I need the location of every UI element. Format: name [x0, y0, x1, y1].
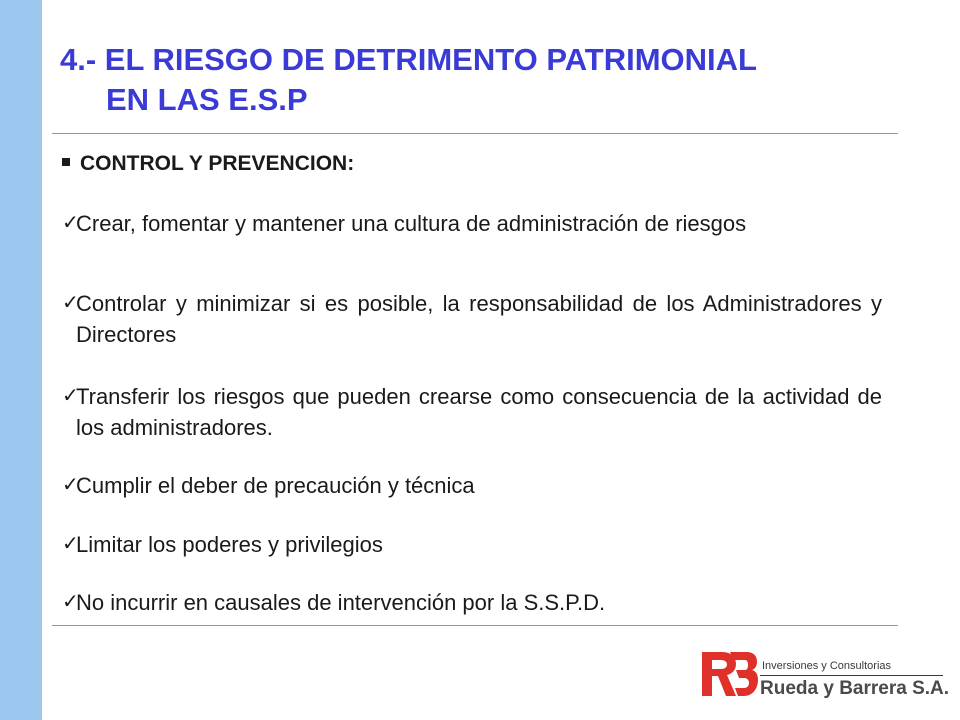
list-item-text: Crear, fomentar y mantener una cultura de administración de riesgos [76, 211, 747, 236]
top-divider [52, 133, 898, 134]
list-item-text: Limitar los poderes y privilegios [76, 532, 383, 557]
check-icon: ✓ [62, 591, 79, 613]
square-bullet-icon [62, 158, 70, 166]
section-heading [62, 149, 354, 179]
list-item [62, 288, 882, 350]
list-item [62, 529, 882, 560]
title-line-2: EN LAS E.S.P [106, 82, 308, 117]
logo-tagline: Inversiones y Consultorias [762, 660, 892, 672]
company-logo [700, 648, 950, 706]
check-icon: ✓ [62, 533, 79, 555]
side-band [0, 0, 42, 720]
list-item [62, 470, 882, 501]
logo-company-name: Rueda y Barrera S.A. [760, 678, 950, 699]
bottom-divider [52, 625, 898, 626]
list-item-text: Cumplir el deber de precaución y técnica [76, 473, 475, 498]
check-icon: ✓ [62, 212, 79, 234]
list-item [62, 381, 882, 443]
list-item-text: Transferir los riesgos que pueden crearse como consecuencia de la actividad de los administradores. [76, 384, 882, 440]
section-heading-text: CONTROL Y PREVENCION: [80, 152, 355, 175]
list-item [62, 208, 882, 239]
list-item [62, 587, 882, 618]
list-item-text: No incurrir en causales de intervención por la S.S.P.D. [76, 590, 606, 615]
logo-divider [760, 675, 943, 676]
rb-logo-mark-icon [700, 648, 758, 700]
slide-title [60, 40, 920, 120]
check-icon: ✓ [62, 474, 79, 496]
list-item-text: Controlar y minimizar si es posible, la responsabilidad de los Administradores y Directores [76, 291, 882, 347]
title-line-1: 4.- EL RIESGO DE DETRIMENTO PATRIMONIAL [60, 42, 757, 77]
check-icon: ✓ [62, 292, 79, 314]
check-icon: ✓ [62, 385, 79, 407]
